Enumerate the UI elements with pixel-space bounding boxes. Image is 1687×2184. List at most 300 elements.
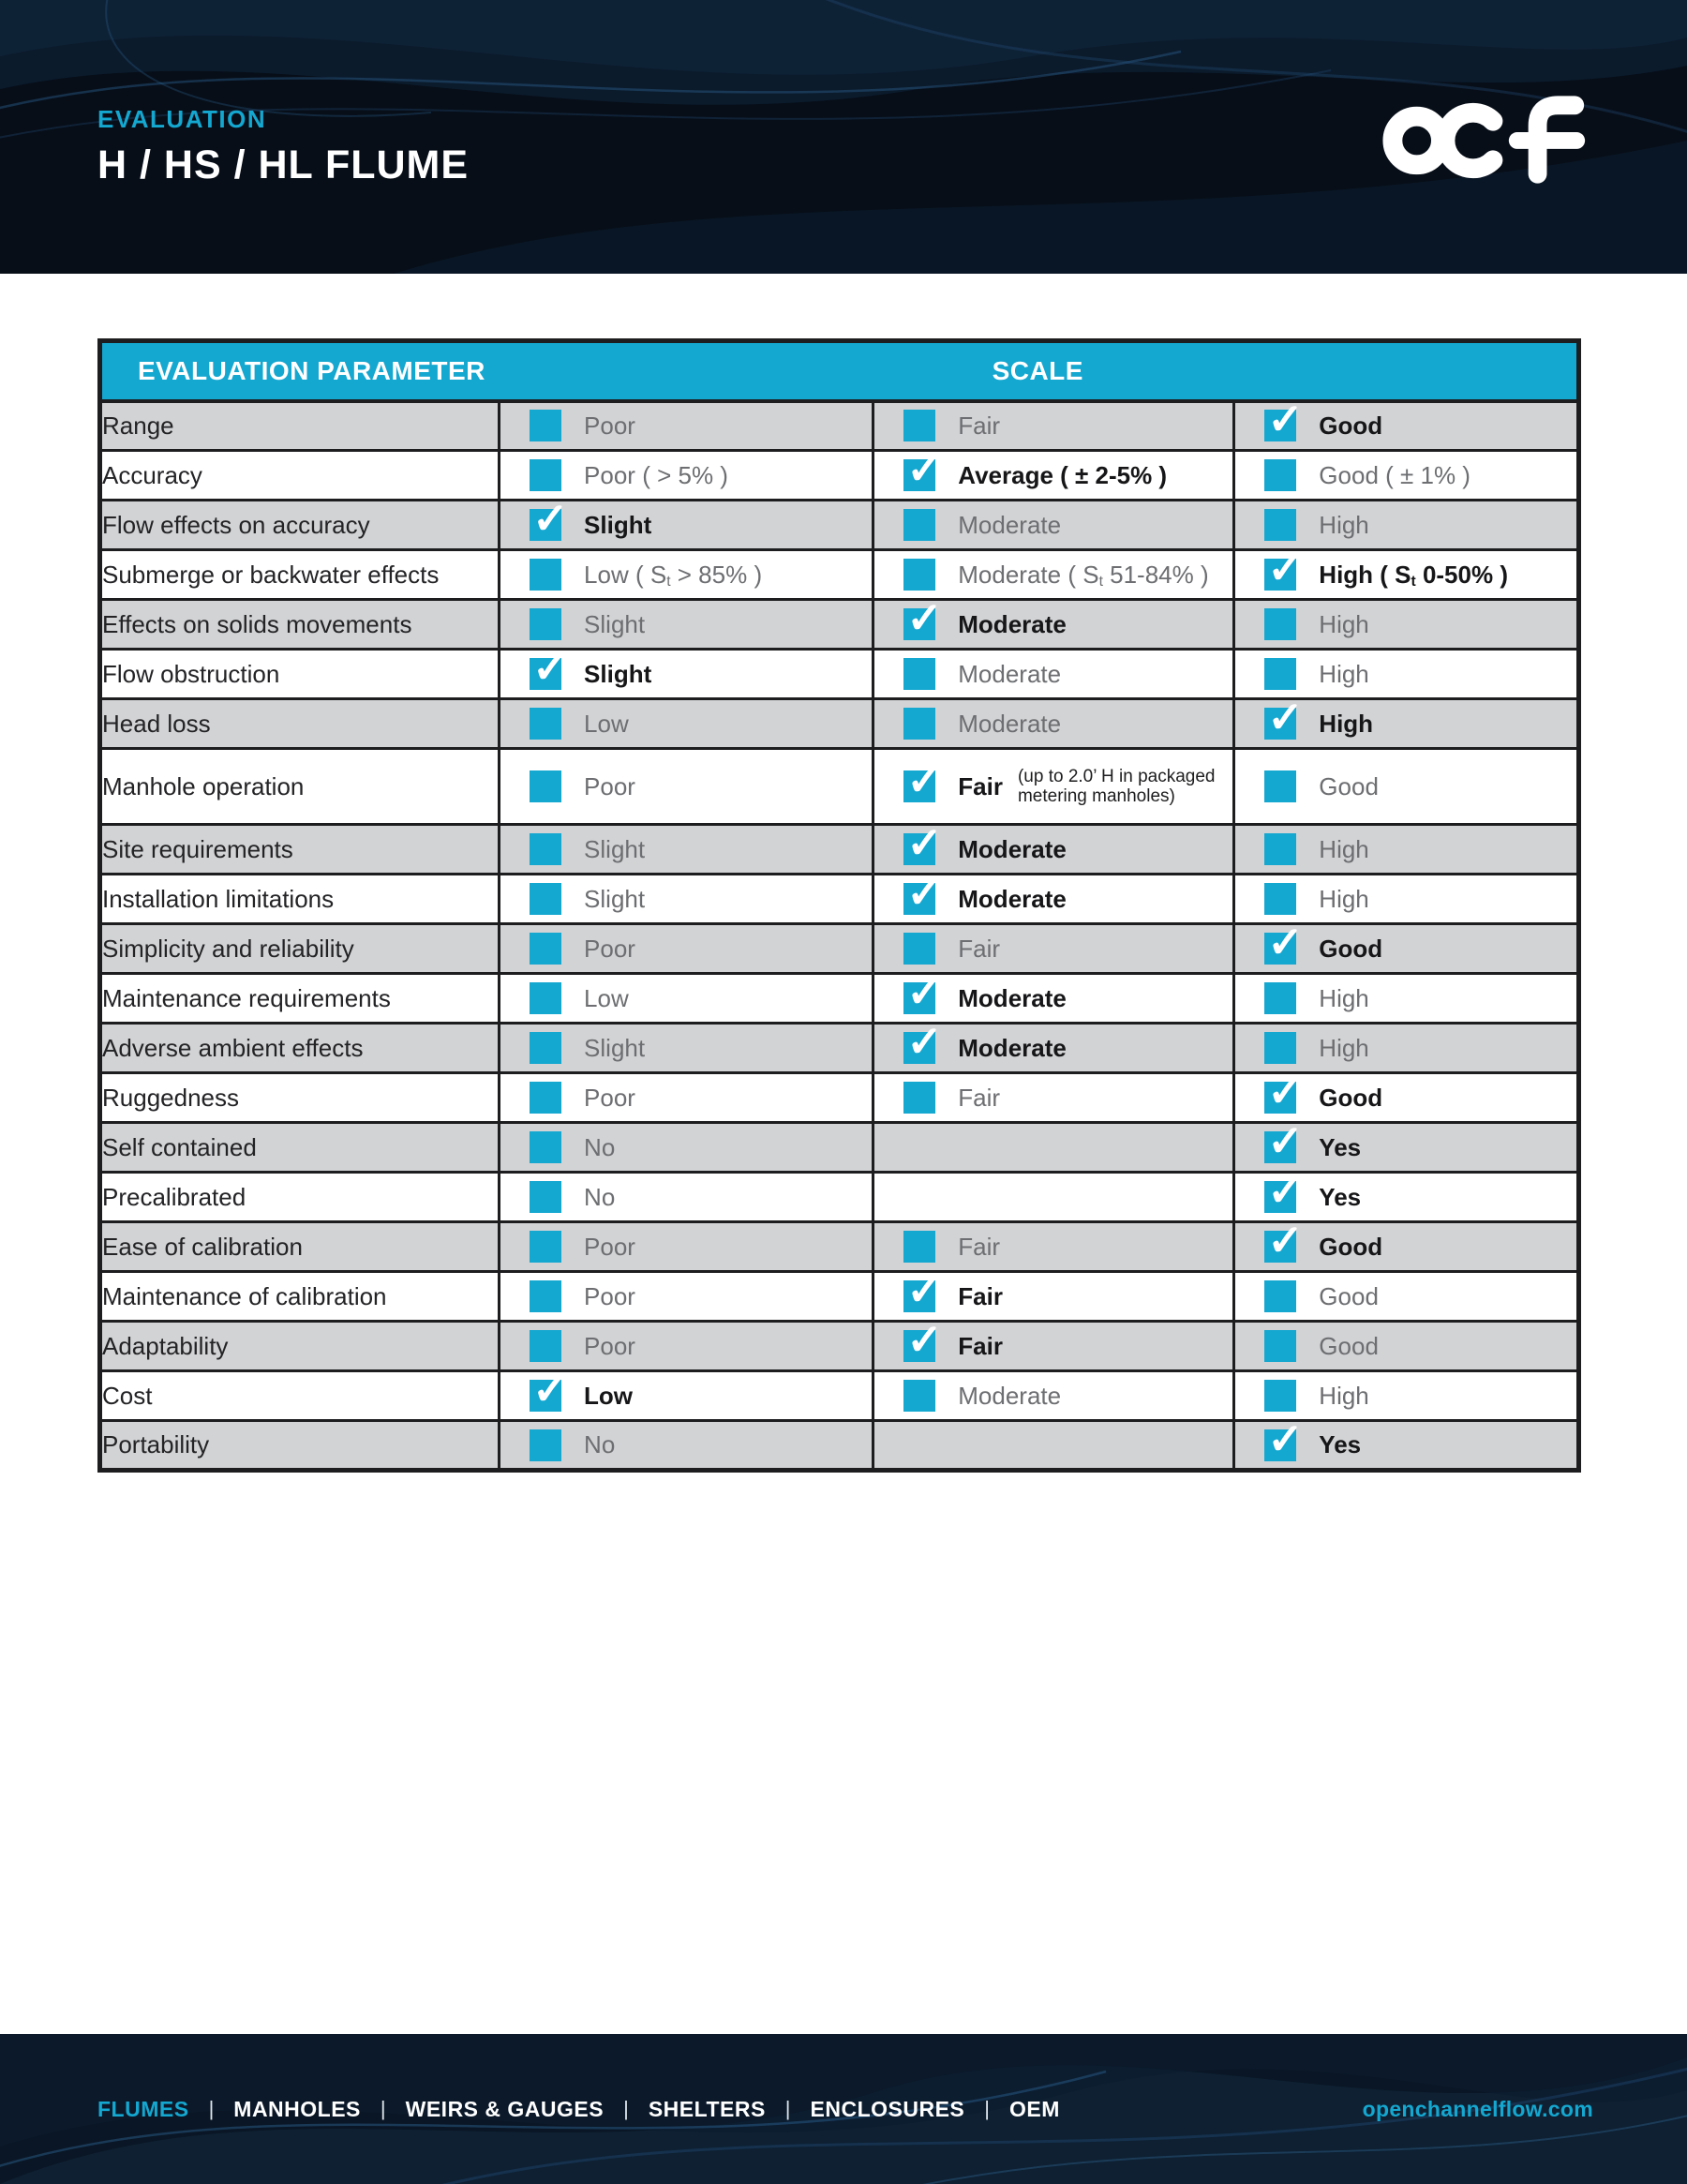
table-row xyxy=(100,1322,1579,1371)
scale-label: High xyxy=(1319,1033,1369,1062)
checkbox-checked-icon xyxy=(1264,693,1304,741)
scale-option xyxy=(500,1082,872,1114)
scale-option xyxy=(874,1265,1232,1314)
scale-cell xyxy=(873,868,1234,924)
scale-option xyxy=(1235,1216,1576,1264)
footer-nav-shelters[interactable]: SHELTERS xyxy=(648,2096,766,2121)
scale-cell xyxy=(1234,544,1579,600)
scale-cell xyxy=(873,1017,1234,1073)
scale-label: Yes xyxy=(1319,1132,1362,1161)
table-row xyxy=(100,1173,1579,1222)
checkmark-icon: ✓ xyxy=(906,1265,943,1314)
checkbox-unchecked-icon xyxy=(1264,833,1296,865)
scale-option xyxy=(500,708,872,740)
scale-option xyxy=(874,658,1232,690)
checkbox-unchecked-icon xyxy=(530,1231,561,1263)
scale-cell xyxy=(873,1073,1234,1123)
table-row xyxy=(100,1073,1579,1123)
checkbox-unchecked-icon xyxy=(1264,1032,1296,1064)
checkbox-unchecked-icon xyxy=(903,410,935,441)
scale-option xyxy=(500,559,872,591)
scale-label: Good xyxy=(1319,1083,1383,1112)
parameter-cell: Effects on solids movements xyxy=(100,600,500,650)
scale-cell xyxy=(1234,1322,1579,1371)
parameter-cell: Simplicity and reliability xyxy=(100,924,500,974)
parameter-cell: Maintenance requirements xyxy=(100,974,500,1024)
scale-option xyxy=(874,1380,1232,1412)
checkbox-checked-icon xyxy=(1264,1166,1304,1215)
parameter-cell: Self contained xyxy=(100,1123,500,1173)
checkbox-unchecked-icon xyxy=(530,833,561,865)
scale-label: High xyxy=(1319,983,1369,1012)
scale-cell xyxy=(873,749,1234,825)
footer-content xyxy=(0,2034,1687,2184)
scale-option xyxy=(500,770,872,802)
checkbox-checked-icon xyxy=(903,818,943,867)
scale-option xyxy=(874,1315,1232,1364)
scale-option xyxy=(874,933,1232,965)
scale-option xyxy=(1235,1380,1576,1412)
scale-label: Poor xyxy=(584,934,635,963)
scale-cell xyxy=(1234,693,1579,749)
checkbox-unchecked-icon xyxy=(903,1231,935,1263)
scale-cell xyxy=(500,1173,873,1222)
checkmark-icon: ✓ xyxy=(906,444,943,493)
scale-cell xyxy=(500,1365,873,1421)
checkbox-unchecked-icon xyxy=(530,770,561,802)
scale-label: Moderate xyxy=(958,983,1067,1012)
scale-cell xyxy=(873,401,1234,451)
scale-label: Yes xyxy=(1319,1430,1362,1458)
parameter-cell: Flow obstruction xyxy=(100,650,500,699)
scale-option xyxy=(1235,509,1576,541)
nav-separator: | xyxy=(784,2097,791,2120)
scale-cell xyxy=(500,1421,873,1471)
evaluation-table-body xyxy=(100,395,1579,1471)
checkmark-icon: ✓ xyxy=(1267,1116,1304,1165)
scale-option xyxy=(1235,544,1576,592)
scale-label: Slight xyxy=(584,884,646,913)
scale-cell xyxy=(500,1222,873,1272)
checkbox-unchecked-icon xyxy=(903,1082,935,1114)
scale-label: High xyxy=(1319,609,1369,638)
scale-label: Slight xyxy=(584,834,646,863)
scale-option xyxy=(1235,1166,1576,1215)
scale-option xyxy=(500,643,872,692)
scale-option xyxy=(1235,770,1576,802)
scale-label: Poor xyxy=(584,1281,635,1310)
scale-cell xyxy=(500,401,873,451)
checkbox-unchecked-icon xyxy=(1264,1380,1296,1412)
scale-label: Yes xyxy=(1319,1182,1362,1211)
footer-band xyxy=(0,2034,1687,2184)
evaluation-table xyxy=(97,338,1581,1473)
scale-cell xyxy=(873,1421,1234,1471)
website-link[interactable]: openchannelflow.com xyxy=(1362,2096,1593,2121)
checkbox-unchecked-icon xyxy=(530,982,561,1014)
scale-note: (up to 2.0’ H in packaged metering manholes) xyxy=(1017,766,1216,806)
scale-option xyxy=(500,883,872,915)
scale-option xyxy=(500,933,872,965)
table-row xyxy=(100,1421,1579,1471)
scale-cell xyxy=(873,924,1234,974)
scale-cell xyxy=(873,1123,1234,1173)
checkmark-icon: ✓ xyxy=(906,593,943,642)
scale-label: Slight xyxy=(584,659,652,688)
table-row xyxy=(100,401,1579,451)
scale-cell xyxy=(873,550,1234,600)
scale-cell xyxy=(500,1322,873,1371)
scale-label: Fair xyxy=(958,1331,1003,1360)
scale-label: Good xyxy=(1319,934,1383,963)
scale-label: Moderate xyxy=(958,659,1062,688)
parameter-cell: Cost xyxy=(100,1371,500,1421)
table-row xyxy=(100,451,1579,501)
checkbox-unchecked-icon xyxy=(530,1131,561,1163)
checkbox-unchecked-icon xyxy=(1264,883,1296,915)
scale-option xyxy=(1235,918,1576,966)
scale-label: High xyxy=(1319,510,1369,539)
scale-cell xyxy=(1234,600,1579,650)
checkbox-unchecked-icon xyxy=(530,708,561,740)
scale-cell xyxy=(873,1222,1234,1272)
checkbox-checked-icon xyxy=(1264,918,1304,966)
checkbox-unchecked-icon xyxy=(530,933,561,965)
checkbox-unchecked-icon xyxy=(530,1330,561,1362)
checkbox-unchecked-icon xyxy=(903,509,935,541)
scale-label: Poor xyxy=(584,771,635,800)
checkbox-checked-icon xyxy=(903,868,943,917)
scale-option xyxy=(1235,833,1576,865)
scale-cell xyxy=(500,974,873,1024)
checkbox-unchecked-icon xyxy=(1264,770,1296,802)
footer-nav xyxy=(97,2097,1060,2122)
scale-option xyxy=(874,444,1232,493)
parameter-cell: Manhole operation xyxy=(100,749,500,825)
scale-option xyxy=(500,982,872,1014)
scale-option xyxy=(874,593,1232,642)
scale-cell xyxy=(873,1371,1234,1421)
checkmark-icon: ✓ xyxy=(906,755,943,804)
scale-label: Moderate xyxy=(958,1033,1067,1062)
scale-cell xyxy=(873,1315,1234,1371)
scale-cell xyxy=(1234,825,1579,875)
scale-option xyxy=(500,1330,872,1362)
scale-label: Poor xyxy=(584,1083,635,1112)
scale-label: Moderate xyxy=(958,884,1067,913)
scale-cell xyxy=(1234,650,1579,699)
scale-option xyxy=(874,559,1232,591)
checkbox-checked-icon xyxy=(1264,1067,1304,1115)
scale-label: Good xyxy=(1319,1281,1379,1310)
checkmark-icon: ✓ xyxy=(906,818,943,867)
checkbox-checked-icon xyxy=(1264,544,1304,592)
nav-separator: | xyxy=(208,2097,215,2120)
checkbox-unchecked-icon xyxy=(530,410,561,441)
checkbox-unchecked-icon xyxy=(903,1380,935,1412)
scale-label: Moderate xyxy=(958,709,1062,738)
scale-cell xyxy=(500,875,873,924)
scale-label: Low xyxy=(584,1381,634,1410)
parameter-cell: Portability xyxy=(100,1421,500,1471)
scale-column-header: SCALE xyxy=(500,341,1579,401)
scale-label: Poor xyxy=(584,1331,635,1360)
scale-option xyxy=(1235,1067,1576,1115)
checkbox-unchecked-icon xyxy=(530,559,561,591)
ocf-logo-icon xyxy=(1378,82,1601,195)
table-row xyxy=(100,1371,1579,1421)
scale-option xyxy=(1235,1032,1576,1064)
parameter-cell: Adaptability xyxy=(100,1322,500,1371)
nav-separator: | xyxy=(380,2097,386,2120)
scale-option xyxy=(874,410,1232,441)
checkmark-icon: ✓ xyxy=(906,1017,943,1066)
checkbox-checked-icon xyxy=(903,593,943,642)
scale-option xyxy=(1235,693,1576,741)
scale-cell xyxy=(1234,749,1579,825)
checkmark-icon: ✓ xyxy=(906,868,943,917)
scale-cell xyxy=(500,749,873,825)
checkmark-icon: ✓ xyxy=(1267,1414,1304,1463)
parameter-cell: Range xyxy=(100,401,500,451)
scale-label: Fair xyxy=(958,1281,1003,1310)
scale-option xyxy=(500,608,872,640)
footer-nav-oem[interactable]: OEM xyxy=(1008,2096,1060,2121)
table-row xyxy=(100,1024,1579,1073)
table-row xyxy=(100,550,1579,600)
scale-label: Good xyxy=(1319,771,1379,800)
checkmark-icon: ✓ xyxy=(532,1365,569,1414)
scale-cell xyxy=(500,1073,873,1123)
table-row xyxy=(100,1123,1579,1173)
scale-option xyxy=(1235,883,1576,915)
checkmark-icon: ✓ xyxy=(1267,1216,1304,1264)
scale-label: Good xyxy=(1319,1331,1379,1360)
table-row xyxy=(100,924,1579,974)
scale-option xyxy=(500,1181,872,1213)
parameter-cell: Adverse ambient effects xyxy=(100,1024,500,1073)
scale-cell xyxy=(1234,875,1579,924)
checkbox-unchecked-icon xyxy=(1264,1330,1296,1362)
scale-cell xyxy=(500,699,873,749)
checkbox-checked-icon xyxy=(530,643,569,692)
checkbox-checked-icon xyxy=(1264,1116,1304,1165)
parameter-cell: Ruggedness xyxy=(100,1073,500,1123)
checkbox-unchecked-icon xyxy=(903,658,935,690)
scale-cell xyxy=(1234,1272,1579,1322)
checkmark-icon: ✓ xyxy=(906,1315,943,1364)
parameter-column-header: EVALUATION PARAMETER xyxy=(100,341,500,401)
parameter-cell: Submerge or backwater effects xyxy=(100,550,500,600)
table-row xyxy=(100,974,1579,1024)
table-row xyxy=(100,1222,1579,1272)
scale-cell xyxy=(500,550,873,600)
scale-option xyxy=(1235,1116,1576,1165)
scale-cell xyxy=(1234,1067,1579,1123)
document-eyebrow: EVALUATION xyxy=(97,105,267,133)
scale-cell xyxy=(873,593,1234,650)
scale-cell xyxy=(1234,501,1579,550)
scale-cell xyxy=(873,1173,1234,1222)
checkbox-checked-icon xyxy=(903,1265,943,1314)
checkbox-checked-icon xyxy=(903,444,943,493)
checkbox-unchecked-icon xyxy=(530,608,561,640)
scale-option xyxy=(500,459,872,491)
scale-label: High xyxy=(1319,884,1369,913)
scale-option xyxy=(1235,658,1576,690)
checkbox-unchecked-icon xyxy=(903,559,935,591)
checkbox-checked-icon xyxy=(530,494,569,543)
table-row xyxy=(100,600,1579,650)
checkbox-unchecked-icon xyxy=(530,1181,561,1213)
scale-cell xyxy=(500,600,873,650)
scale-cell xyxy=(1234,1216,1579,1272)
checkbox-checked-icon xyxy=(903,755,943,804)
checkmark-icon: ✓ xyxy=(1267,918,1304,966)
scale-label: Fair xyxy=(958,1083,1001,1112)
scale-label: No xyxy=(584,1430,616,1458)
checkbox-unchecked-icon xyxy=(1264,608,1296,640)
parameter-cell: Flow effects on accuracy xyxy=(100,501,500,550)
scale-option xyxy=(500,1365,872,1414)
checkbox-unchecked-icon xyxy=(530,1429,561,1461)
scale-cell xyxy=(500,494,873,550)
parameter-cell: Head loss xyxy=(100,699,500,749)
scale-option xyxy=(874,1231,1232,1263)
scale-option xyxy=(1235,1414,1576,1463)
scale-option xyxy=(1235,982,1576,1014)
checkmark-icon: ✓ xyxy=(906,967,943,1016)
scale-option xyxy=(1235,1330,1576,1362)
table-header-row xyxy=(100,341,1579,401)
footer-nav-flumes[interactable]: FLUMES xyxy=(97,2096,189,2121)
scale-label: Slight xyxy=(584,510,652,539)
scale-option xyxy=(500,833,872,865)
scale-label: Average ( ± 2-5% ) xyxy=(958,460,1168,489)
scale-label: Slight xyxy=(584,609,646,638)
checkbox-checked-icon xyxy=(1264,395,1304,444)
scale-cell xyxy=(1234,1371,1579,1421)
scale-label: Moderate xyxy=(958,834,1067,863)
parameter-cell: Accuracy xyxy=(100,451,500,501)
scale-option xyxy=(874,967,1232,1016)
checkbox-checked-icon xyxy=(1264,1216,1304,1264)
scale-option xyxy=(874,1017,1232,1066)
table-row xyxy=(100,699,1579,749)
scale-label: Low ( $S_t > 85\%$ ) xyxy=(584,560,763,591)
scale-label: High xyxy=(1319,709,1374,738)
checkbox-unchecked-icon xyxy=(1264,1280,1296,1312)
footer-nav-manholes[interactable]: MANHOLES xyxy=(233,2096,361,2121)
checkmark-icon: ✓ xyxy=(1267,544,1304,592)
scale-option xyxy=(500,1429,872,1461)
scale-option xyxy=(500,494,872,543)
table-row xyxy=(100,501,1579,550)
scale-label: Moderate ( $S_t$ 51-84% ) xyxy=(958,560,1209,591)
scale-option xyxy=(500,1131,872,1163)
checkbox-unchecked-icon xyxy=(530,459,561,491)
scale-cell xyxy=(873,1265,1234,1322)
scale-option xyxy=(500,410,872,441)
scale-cell xyxy=(1234,1024,1579,1073)
scale-option xyxy=(874,1082,1232,1114)
scale-option xyxy=(874,818,1232,867)
footer-nav-enclosures[interactable]: ENCLOSURES xyxy=(810,2096,965,2121)
checkmark-icon: ✓ xyxy=(1267,1067,1304,1115)
checkbox-checked-icon xyxy=(1264,1414,1304,1463)
scale-label: Poor ( > 5% ) xyxy=(584,460,728,489)
scale-option xyxy=(1235,395,1576,444)
scale-cell xyxy=(873,444,1234,501)
scale-label: Good xyxy=(1319,411,1383,440)
checkbox-checked-icon xyxy=(903,1017,943,1066)
scale-cell xyxy=(1234,395,1579,451)
scale-label: High ( $S_t$ 0-50% ) xyxy=(1319,560,1508,591)
checkbox-unchecked-icon xyxy=(530,1082,561,1114)
scale-cell xyxy=(873,967,1234,1024)
parameter-cell: Precalibrated xyxy=(100,1173,500,1222)
checkbox-unchecked-icon xyxy=(1264,658,1296,690)
table-row xyxy=(100,749,1579,825)
scale-option xyxy=(500,1032,872,1064)
scale-label: Fair xyxy=(958,771,1003,800)
checkbox-unchecked-icon xyxy=(530,883,561,915)
checkmark-icon: ✓ xyxy=(532,494,569,543)
checkmark-icon: ✓ xyxy=(1267,1166,1304,1215)
scale-label: Fair xyxy=(958,934,1001,963)
page-title: H / HS / HL FLUME xyxy=(97,142,470,187)
scale-label: No xyxy=(584,1182,616,1211)
scale-label: Good ( ± 1% ) xyxy=(1319,460,1471,489)
scale-cell xyxy=(500,1272,873,1322)
scale-label: High xyxy=(1319,1381,1369,1410)
table-row xyxy=(100,825,1579,875)
scale-cell xyxy=(500,643,873,699)
scale-option xyxy=(874,509,1232,541)
scale-label: Fair xyxy=(958,411,1001,440)
parameter-cell: Installation limitations xyxy=(100,875,500,924)
checkbox-checked-icon xyxy=(530,1365,569,1414)
scale-option xyxy=(874,755,1232,807)
scale-cell xyxy=(873,699,1234,749)
scale-option xyxy=(874,708,1232,740)
scale-option xyxy=(500,1231,872,1263)
scale-label: Moderate xyxy=(958,609,1067,638)
scale-cell xyxy=(500,451,873,501)
scale-option xyxy=(1235,1280,1576,1312)
scale-cell xyxy=(1234,1166,1579,1222)
footer-nav-weirs-gauges[interactable]: WEIRS & GAUGES xyxy=(405,2096,605,2121)
checkbox-unchecked-icon xyxy=(903,708,935,740)
scale-label: High xyxy=(1319,834,1369,863)
scale-option xyxy=(500,1280,872,1312)
scale-label: No xyxy=(584,1132,616,1161)
checkmark-icon: ✓ xyxy=(1267,693,1304,741)
checkbox-unchecked-icon xyxy=(530,1032,561,1064)
scale-option xyxy=(874,868,1232,917)
nav-separator: | xyxy=(623,2097,629,2120)
header-band xyxy=(0,0,1687,274)
parameter-cell: Ease of calibration xyxy=(100,1222,500,1272)
checkbox-unchecked-icon xyxy=(1264,982,1296,1014)
nav-separator: | xyxy=(984,2097,990,2120)
scale-cell xyxy=(1234,918,1579,974)
parameter-cell: Site requirements xyxy=(100,825,500,875)
checkbox-checked-icon xyxy=(903,1315,943,1364)
scale-cell xyxy=(1234,1414,1579,1471)
scale-cell xyxy=(500,825,873,875)
scale-label: Poor xyxy=(584,411,635,440)
